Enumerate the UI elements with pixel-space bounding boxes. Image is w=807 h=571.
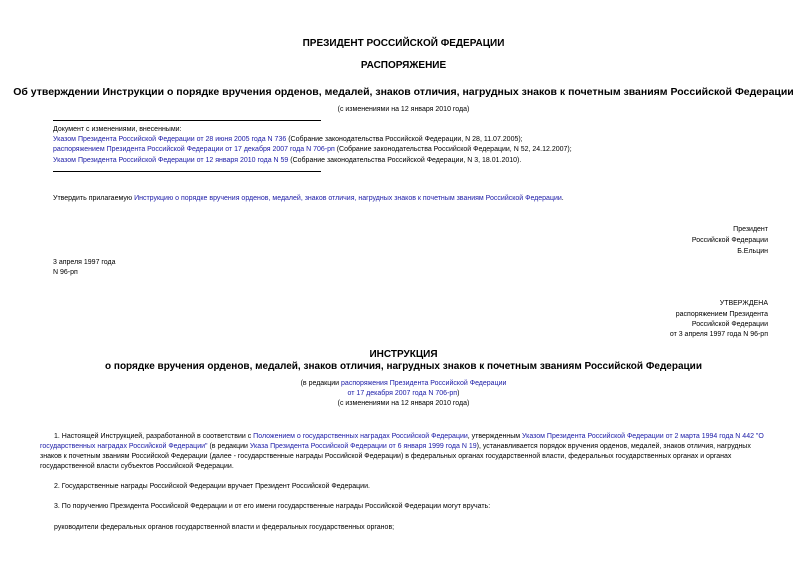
p1-text: , утвержденным: [467, 433, 522, 440]
document-date: 3 апреля 1997 года: [53, 259, 116, 266]
document-title: Об утверждении Инструкции о порядке вручения орденов, медалей, знаков отличия, нагрудных знаков к почетным званиям Российской Федерации: [13, 86, 794, 98]
instruction-edition: [0, 379, 807, 389]
amendments-intro: Документ с изменениями, внесенными:: [53, 126, 182, 133]
signature-title: Президент: [733, 226, 768, 233]
p1-text: 1. Настоящей Инструкцией, разработанной в соответствии с: [54, 433, 254, 440]
edition-link[interactable]: распоряжения Президента Российской Федерации: [341, 380, 507, 387]
paragraph-1: [40, 432, 768, 472]
instruction-link[interactable]: Инструкцию о порядке вручения орденов, медалей, знаков отличия, нагрудных знаков к почетным званиям Российской Федерации: [134, 195, 562, 202]
p1-text: ), устанавливается порядок вручения орденов, медалей, знаков отличия, нагрудных знаков к почетным званиям Российской Федерации (далее - государственные награды Российской Федерации) в федеральных органах государственной власти, федеральных государственных органах и органах государственной власти субъектов Российской Федерации.: [40, 443, 751, 470]
edition-note: (с изменениями на 12 января 2010 года): [337, 106, 470, 113]
amendment-item: [53, 135, 523, 145]
p1-link-decree-edition[interactable]: Указа Президента Российской Федерации от 6 января 1999 года N 19: [249, 443, 477, 450]
instruction-edition-cont: [0, 389, 807, 399]
signature-country: Российской Федерации: [691, 237, 768, 244]
approved-label: УТВЕРЖДЕНА: [719, 300, 768, 307]
approve-paragraph: [53, 194, 564, 204]
divider-bottom: [53, 171, 321, 172]
approve-suffix: .: [561, 195, 564, 202]
header-president: ПРЕЗИДЕНТ РОССИЙСКОЙ ФЕДЕРАЦИИ: [302, 38, 505, 49]
p1-text: (в редакции: [207, 443, 250, 450]
amendment-item: [53, 145, 572, 155]
instruction-subheading: о порядке вручения орденов, медалей, знаков отличия, нагрудных знаков к почетным званиям Российской Федерации: [105, 361, 702, 372]
p1-link-decree[interactable]: Указом Президента Российской Федерации от 2 марта 1994 года N 442 "О государственных наградах Российской Федерации": [40, 433, 764, 450]
amendment-link[interactable]: распоряжением Президента Российской Федерации от 17 декабря 2007 года N 706-рп: [53, 146, 335, 153]
amendment-text: (Собрание законодательства Российской Федерации, N 28, 11.07.2005);: [286, 136, 523, 143]
amendment-text: (Собрание законодательства Российской Федерации, N 3, 18.01.2010).: [288, 157, 522, 164]
edition-prefix: (в редакции: [300, 380, 342, 387]
approved-country: Российской Федерации: [691, 321, 768, 328]
document-number: N 96-рп: [53, 269, 78, 276]
instruction-heading: ИНСТРУКЦИЯ: [369, 349, 438, 360]
amendment-link[interactable]: Указом Президента Российской Федерации от 28 июня 2005 года N 736: [53, 136, 287, 143]
paragraph-2: 2. Государственные награды Российской Федерации вручает Президент Российской Федерации.: [54, 483, 370, 490]
header-order-type: РАСПОРЯЖЕНИЕ: [360, 60, 447, 71]
p1-link-regulation[interactable]: Положением о государственных наградах Российской Федерации: [253, 433, 468, 440]
signature-name: Б.Ельцин: [737, 248, 768, 255]
divider-top: [53, 120, 321, 121]
approve-prefix: Утвердить прилагаемую: [53, 195, 135, 202]
approved-by: распоряжением Президента: [675, 311, 768, 318]
edition-link[interactable]: от 17 декабря 2007 года N 706-рп: [347, 390, 458, 397]
instruction-changes: (с изменениями на 12 января 2010 года): [337, 400, 470, 407]
edition-suffix: ): [457, 390, 460, 397]
approved-date: от 3 апреля 1997 года N 96-рп: [669, 331, 768, 338]
paragraph-4: руководители федеральных органов государственной власти и федеральных государственных органов;: [54, 524, 395, 531]
amendment-item: [53, 156, 521, 166]
amendment-link[interactable]: Указом Президента Российской Федерации от 12 января 2010 года N 59: [53, 157, 289, 164]
amendment-text: (Собрание законодательства Российской Федерации, N 52, 24.12.2007);: [334, 146, 572, 153]
paragraph-3: 3. По поручению Президента Российской Федерации и от его имени государственные награды Российской Федерации могут вручать:: [54, 503, 491, 510]
